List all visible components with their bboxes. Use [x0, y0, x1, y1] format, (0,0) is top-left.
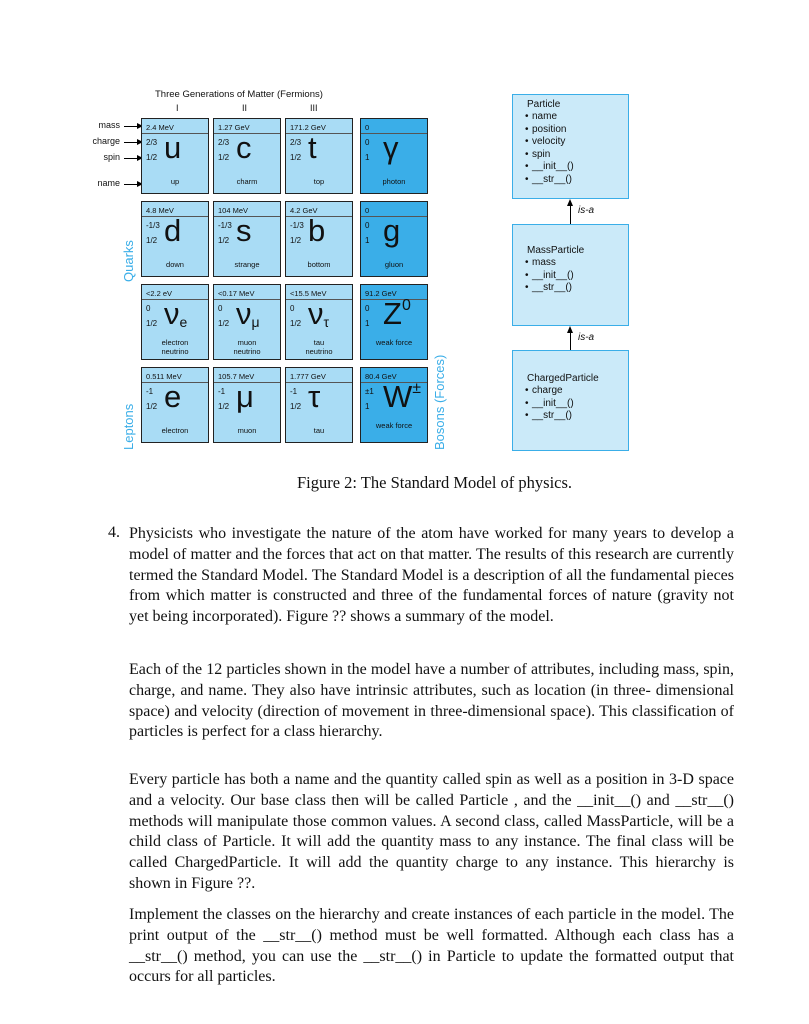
symbol-main: μ: [236, 379, 254, 414]
attr-velocity: • velocity: [527, 136, 628, 149]
class-title-mass-particle: MassParticle: [527, 245, 585, 256]
row-label-charge: charge: [92, 136, 120, 146]
bosons-label: Bosons (Forces): [432, 354, 447, 450]
symbol-main: b: [308, 213, 326, 248]
symbol-main: g: [383, 213, 401, 248]
attr-charge: • charge: [527, 385, 628, 398]
particle-cell: [213, 284, 281, 360]
symbol-superscript: 0: [401, 297, 411, 314]
particle-symbol: [236, 298, 260, 329]
generation-label-1: I: [176, 103, 179, 113]
symbol-main: c: [236, 130, 252, 165]
particle-spin: 1/2: [146, 236, 158, 245]
symbol-subscript: μ: [251, 314, 260, 330]
quarks-label: Quarks: [121, 240, 136, 282]
mass-arrow-icon: [124, 126, 141, 127]
particle-mass: 2.4 MeV: [146, 123, 174, 132]
particle-cell: [213, 201, 281, 277]
particle-name: muon: [237, 426, 257, 435]
particle-spin: 1/2: [146, 319, 158, 328]
particle-mass: <15.5 MeV: [290, 289, 327, 298]
particle-mass: 1.777 GeV: [290, 372, 326, 381]
particle-spin: 1/2: [290, 153, 302, 162]
particle-mass: <0.17 MeV: [218, 289, 255, 298]
particle-charge: 2/3: [146, 138, 158, 147]
particle-mass: 0: [365, 123, 370, 132]
attr-position: • position: [527, 124, 628, 137]
particle-charge: 0: [365, 221, 370, 230]
particle-charge: 0: [218, 304, 223, 313]
attr-str: • __str__(): [527, 410, 628, 423]
symbol-main: τ: [308, 379, 321, 414]
particle-symbol: [164, 215, 181, 246]
particle-symbol: [236, 381, 254, 412]
particle-name: top: [313, 177, 325, 186]
particle-symbol: [164, 298, 187, 329]
class-title-particle: Particle: [527, 99, 561, 110]
class-box-particle: [512, 94, 629, 199]
isa-label: is-a: [578, 205, 595, 216]
particle-spin: 1/2: [290, 319, 302, 328]
particle-symbol: [383, 298, 411, 329]
particle-cell: [360, 284, 428, 360]
particle-spin: 1: [365, 236, 370, 245]
particle-mass: 80.4 GeV: [365, 372, 397, 381]
attr-name: • name: [527, 111, 628, 124]
particle-cell: [141, 118, 209, 194]
particle-spin: 1/2: [146, 402, 158, 411]
particle-cell: [285, 367, 353, 443]
particle-cell: [141, 367, 209, 443]
particle-name: muon neutrino: [233, 338, 261, 356]
particle-spin: 1/2: [218, 319, 230, 328]
particle-cell: [285, 284, 353, 360]
particle-spin: 1/2: [218, 153, 230, 162]
particle-cell: [213, 367, 281, 443]
particle-mass: 4.8 MeV: [146, 206, 174, 215]
class-box-mass-particle: [512, 224, 629, 326]
particle-symbol: [236, 215, 252, 246]
isa-label: is-a: [578, 332, 595, 343]
symbol-main: ν: [164, 296, 180, 331]
particle-charge: -1: [146, 387, 154, 396]
particle-cell: [285, 118, 353, 194]
symbol-subscript: e: [179, 314, 188, 330]
paragraph-2: Each of the 12 particles shown in the model have a number of attributes, including mass, spin, charge, and name. They also have intrinsic attributes, such as location (in three- dimensional space) and velocity (direction of movement in three-dimensional space). This classification of particles is perfect for a class hierarchy.: [129, 661, 734, 741]
attr-init: • __init__(): [527, 398, 628, 411]
symbol-main: e: [164, 379, 182, 414]
symbol-main: d: [164, 213, 182, 248]
particle-cell: [213, 118, 281, 194]
particle-charge: 0: [146, 304, 151, 313]
row-label-name: name: [97, 178, 120, 188]
particle-name: tau neutrino: [305, 338, 333, 356]
particle-name: weak force: [375, 338, 413, 347]
particle-spin: 1/2: [290, 236, 302, 245]
particle-spin: 1/2: [146, 153, 158, 162]
particle-symbol: [308, 298, 329, 329]
particle-symbol: [164, 132, 181, 163]
particle-name: up: [170, 177, 180, 186]
class-title-charged-particle: ChargedParticle: [527, 373, 599, 384]
attr-spin: • spin: [527, 149, 628, 162]
particle-charge: -1/3: [218, 221, 232, 230]
name-arrow-icon: [124, 184, 141, 185]
particle-mass: 0: [365, 206, 370, 215]
generation-label-3: III: [310, 103, 318, 113]
particle-name: electron neutrino: [161, 338, 189, 356]
attr-str: • __str__(): [527, 282, 628, 295]
symbol-main: u: [164, 130, 182, 165]
particle-mass: 0.511 MeV: [146, 372, 182, 381]
particle-symbol: [383, 381, 421, 412]
attr-str: • __str__(): [527, 174, 628, 187]
symbol-main: Z: [383, 296, 402, 331]
isa-arrow-icon: [570, 205, 571, 224]
symbol-superscript: ±: [412, 380, 422, 397]
particle-charge: -1: [218, 387, 226, 396]
particle-symbol: [383, 215, 400, 246]
particle-name: charm: [236, 177, 258, 186]
particle-mass: <2.2 eV: [146, 289, 173, 298]
particle-cell: [285, 201, 353, 277]
particle-name: bottom: [307, 260, 331, 269]
particle-mass: 105.7 MeV: [218, 372, 255, 381]
row-label-mass: mass: [98, 120, 120, 130]
particle-charge: 2/3: [218, 138, 230, 147]
particle-symbol: [164, 381, 181, 412]
particle-charge: -1/3: [146, 221, 160, 230]
item-number: 4.: [108, 524, 120, 541]
symbol-main: γ: [383, 130, 399, 165]
attr-init: • __init__(): [527, 270, 628, 283]
charge-arrow-icon: [124, 142, 141, 143]
particle-charge: -1/3: [290, 221, 304, 230]
isa-arrow-icon: [570, 332, 571, 350]
particle-charge: 0: [365, 304, 370, 313]
particle-mass: 4.2 GeV: [290, 206, 318, 215]
particle-charge: 0: [365, 138, 370, 147]
particle-mass: 1.27 GeV: [218, 123, 250, 132]
class-box-charged-particle: [512, 350, 629, 451]
particle-spin: 1/2: [218, 236, 230, 245]
particle-spin: 1/2: [218, 402, 230, 411]
particle-cell: [141, 284, 209, 360]
particle-symbol: [383, 132, 399, 163]
particle-charge: 2/3: [290, 138, 302, 147]
paragraph-3: Every particle has both a name and the quantity called spin as well as a position in 3-D space and a velocity. Our base class then will be called Particle , and the __init__() and __str__() methods will manipulate those common values. A second class, called MassParticle, will be a child class of Particle. It will add the quantity mass to any instance. The final class will be called ChargedParticle. It will add the quantity charge to any instance. This hierarchy is shown in Figure ??.: [129, 771, 734, 892]
particle-name: tau: [313, 426, 325, 435]
particle-name: electron: [161, 426, 189, 435]
attr-mass: • mass: [527, 257, 628, 270]
symbol-main: ν: [308, 296, 324, 331]
generation-label-2: II: [242, 103, 248, 113]
particle-symbol: [236, 132, 252, 163]
particle-mass: 104 MeV: [218, 206, 249, 215]
particle-name: photon: [382, 177, 406, 186]
particle-mass: 91.2 GeV: [365, 289, 397, 298]
mass-separator: [286, 133, 352, 134]
particle-spin: 1/2: [290, 402, 302, 411]
symbol-main: W: [383, 379, 413, 414]
paragraph-4: Implement the classes on the hierarchy and create instances of each particle in the model. The print output of the __str__() method must be well formatted. Although each class has a __str__() method, you can use the __str__() in Particle to update the formatted output that occurs for all particles.: [129, 906, 734, 986]
particle-name: weak force: [375, 421, 413, 430]
particle-cell: [141, 201, 209, 277]
particle-spin: 1: [365, 402, 370, 411]
particle-name: strange: [234, 260, 260, 269]
paragraph-1: Physicists who investigate the nature of the atom have worked for many years to develop a model of matter and the forces that act on that matter. The results of this research are currently termed the Standard Model. The Standard Model is a description of all the fundamental pieces from which matter is constructed and three of the fundamental forces of nature (gravity not yet being incorporated). Figure ?? shows a summary of the model.: [129, 525, 734, 626]
particle-cell: [360, 118, 428, 194]
figure-title: Three Generations of Matter (Fermions): [155, 89, 323, 100]
particle-charge: -1: [290, 387, 298, 396]
spin-arrow-icon: [124, 158, 141, 159]
attr-init: • __init__(): [527, 161, 628, 174]
symbol-main: t: [308, 130, 317, 165]
particle-symbol: [308, 381, 320, 412]
symbol-subscript: τ: [323, 314, 330, 330]
particle-charge: ±1: [365, 387, 374, 396]
particle-mass: 171.2 GeV: [290, 123, 326, 132]
symbol-main: ν: [236, 296, 252, 331]
particle-spin: 1: [365, 153, 370, 162]
particle-name: down: [166, 260, 184, 269]
figure-caption: Figure 2: The Standard Model of physics.: [296, 473, 573, 492]
particle-name: gluon: [384, 260, 404, 269]
symbol-main: s: [236, 213, 252, 248]
particle-symbol: [308, 215, 325, 246]
particle-spin: 1: [365, 319, 370, 328]
leptons-label: Leptons: [121, 403, 136, 450]
particle-symbol: [308, 132, 317, 163]
particle-cell: [360, 201, 428, 277]
particle-charge: 0: [290, 304, 295, 313]
row-label-spin: spin: [103, 152, 120, 162]
particle-cell: [360, 367, 428, 443]
